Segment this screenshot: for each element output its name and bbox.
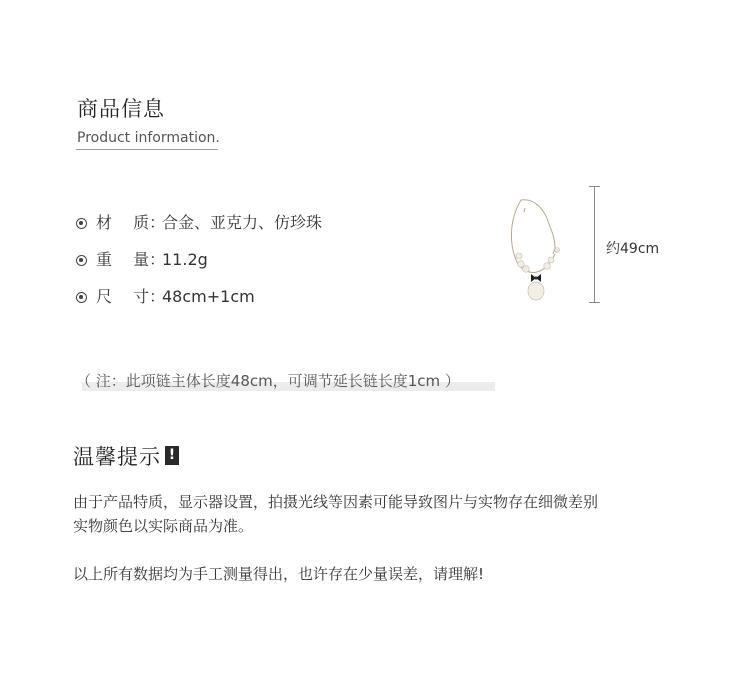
- dimension-label: 约49cm: [606, 241, 660, 257]
- spec-row-weight: [76, 247, 208, 270]
- spec-label: 材 质：: [96, 213, 166, 232]
- spec-value: 11.2g: [162, 250, 208, 269]
- bullet-icon: [76, 218, 87, 229]
- spec-value: 合金、亚克力、仿珍珠: [162, 213, 323, 232]
- warning-title: 温馨提示: [73, 445, 161, 469]
- warning-paragraph-3: 以上所有数据均为手工测量得出，也许存在少量误差，请理解!: [73, 565, 485, 583]
- subtitle-underline: [76, 149, 218, 150]
- dimension-tick-bottom: [589, 302, 600, 303]
- length-note: （ 注：此项链主体长度48cm，可调节延长链长度1cm ）: [76, 372, 460, 390]
- section-subtitle: Product information.: [77, 130, 220, 146]
- spec-label: 尺 寸：: [96, 287, 166, 306]
- bullet-icon: [76, 255, 87, 266]
- warning-paragraph-1: 由于产品特质，显示器设置，拍摄光线等因素可能导致图片与实物存在细微差别: [73, 493, 599, 511]
- warning-paragraph-2: 实物颜色以实际商品为准。: [73, 517, 254, 535]
- section-title: 商品信息: [77, 97, 165, 121]
- spec-row-size: [76, 284, 255, 307]
- bullet-icon: [76, 292, 87, 303]
- spec-row-material: [76, 210, 322, 233]
- exclamation-icon: !: [165, 446, 179, 465]
- dimension-line: [594, 187, 595, 303]
- dimension-tick-top: [589, 186, 600, 187]
- necklace-image: [495, 190, 575, 320]
- spec-value: 48cm+1cm: [162, 287, 255, 306]
- spec-label: 重 量：: [96, 250, 166, 269]
